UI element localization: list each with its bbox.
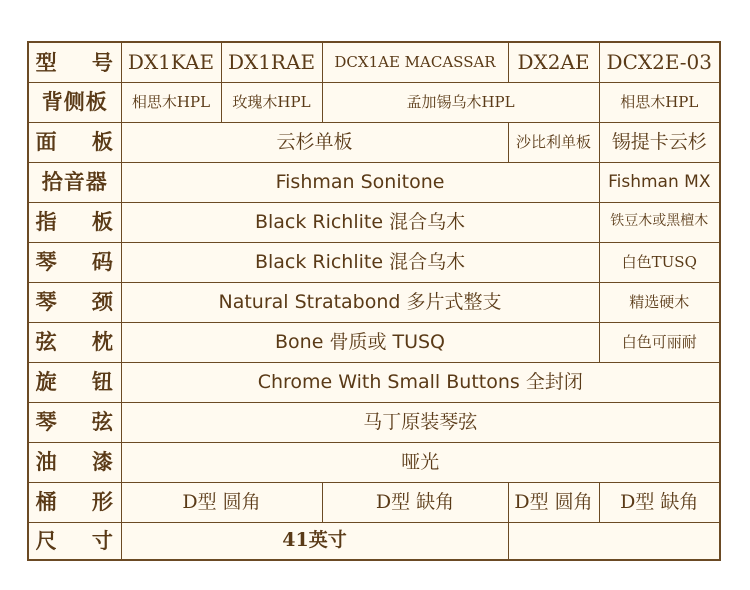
row-label: 琴 颈 bbox=[28, 282, 121, 322]
spec-cell: D型 圆角 bbox=[121, 482, 322, 522]
spec-cell: Black Richlite 混合乌木 bbox=[121, 242, 599, 282]
spec-cell: Bone 骨质或 TUSQ bbox=[121, 322, 599, 362]
row-neck bbox=[28, 282, 720, 322]
row-label: 油 漆 bbox=[28, 442, 121, 482]
spec-cell: Natural Stratabond 多片式整支 bbox=[121, 282, 599, 322]
spec-cell: Fishman Sonitone bbox=[121, 162, 599, 202]
spec-cell: 哑光 bbox=[121, 442, 720, 482]
row-label: 拾音器 bbox=[28, 162, 121, 202]
row-label: 琴 弦 bbox=[28, 402, 121, 442]
spec-cell: D型 圆角 bbox=[508, 482, 599, 522]
spec-cell: 沙比利单板 bbox=[508, 122, 599, 162]
row-back-side bbox=[28, 82, 720, 122]
row-label: 型 号 bbox=[28, 42, 121, 82]
spec-cell: 锡提卡云杉 bbox=[599, 122, 720, 162]
row-pickup bbox=[28, 162, 720, 202]
row-bridge bbox=[28, 242, 720, 282]
row-label: 旋 钮 bbox=[28, 362, 121, 402]
spec-cell: 云杉单板 bbox=[121, 122, 508, 162]
spec-sheet bbox=[27, 41, 719, 559]
spec-cell: 白色可丽耐 bbox=[599, 322, 720, 362]
row-size bbox=[28, 522, 720, 560]
row-label: 弦 枕 bbox=[28, 322, 121, 362]
row-strings bbox=[28, 402, 720, 442]
row-model bbox=[28, 42, 720, 82]
spec-cell: 玫瑰木HPL bbox=[221, 82, 322, 122]
spec-cell: D型 缺角 bbox=[322, 482, 508, 522]
model-cell: DX1RAE bbox=[221, 42, 322, 82]
spec-cell: D型 缺角 bbox=[599, 482, 720, 522]
spec-cell: 41英寸 bbox=[121, 522, 508, 560]
model-cell: DCX1AE MACASSAR bbox=[322, 42, 508, 82]
model-cell: DCX2E-03 bbox=[599, 42, 720, 82]
row-tuners bbox=[28, 362, 720, 402]
row-label: 尺 寸 bbox=[28, 522, 121, 560]
spec-cell: Black Richlite 混合乌木 bbox=[121, 202, 599, 242]
model-cell: DX2AE bbox=[508, 42, 599, 82]
spec-cell: 相思木HPL bbox=[121, 82, 221, 122]
row-label: 桶 形 bbox=[28, 482, 121, 522]
row-label: 琴 码 bbox=[28, 242, 121, 282]
row-finish bbox=[28, 442, 720, 482]
row-top bbox=[28, 122, 720, 162]
spec-table bbox=[27, 41, 721, 561]
spec-cell: 铁豆木或黑檀木 bbox=[599, 202, 720, 242]
spec-cell: Chrome With Small Buttons 全封闭 bbox=[121, 362, 720, 402]
empty-cell bbox=[508, 522, 720, 560]
row-label: 背侧板 bbox=[28, 82, 121, 122]
row-fingerboard bbox=[28, 202, 720, 242]
row-nut bbox=[28, 322, 720, 362]
spec-cell: 白色TUSQ bbox=[599, 242, 720, 282]
spec-cell: 孟加锡乌木HPL bbox=[322, 82, 599, 122]
spec-cell: 马丁原装琴弦 bbox=[121, 402, 720, 442]
row-label: 面 板 bbox=[28, 122, 121, 162]
spec-cell: 相思木HPL bbox=[599, 82, 720, 122]
model-cell: DX1KAE bbox=[121, 42, 221, 82]
spec-cell: 精选硬木 bbox=[599, 282, 720, 322]
row-label: 指 板 bbox=[28, 202, 121, 242]
spec-cell: Fishman MX bbox=[599, 162, 720, 202]
row-body-shape bbox=[28, 482, 720, 522]
